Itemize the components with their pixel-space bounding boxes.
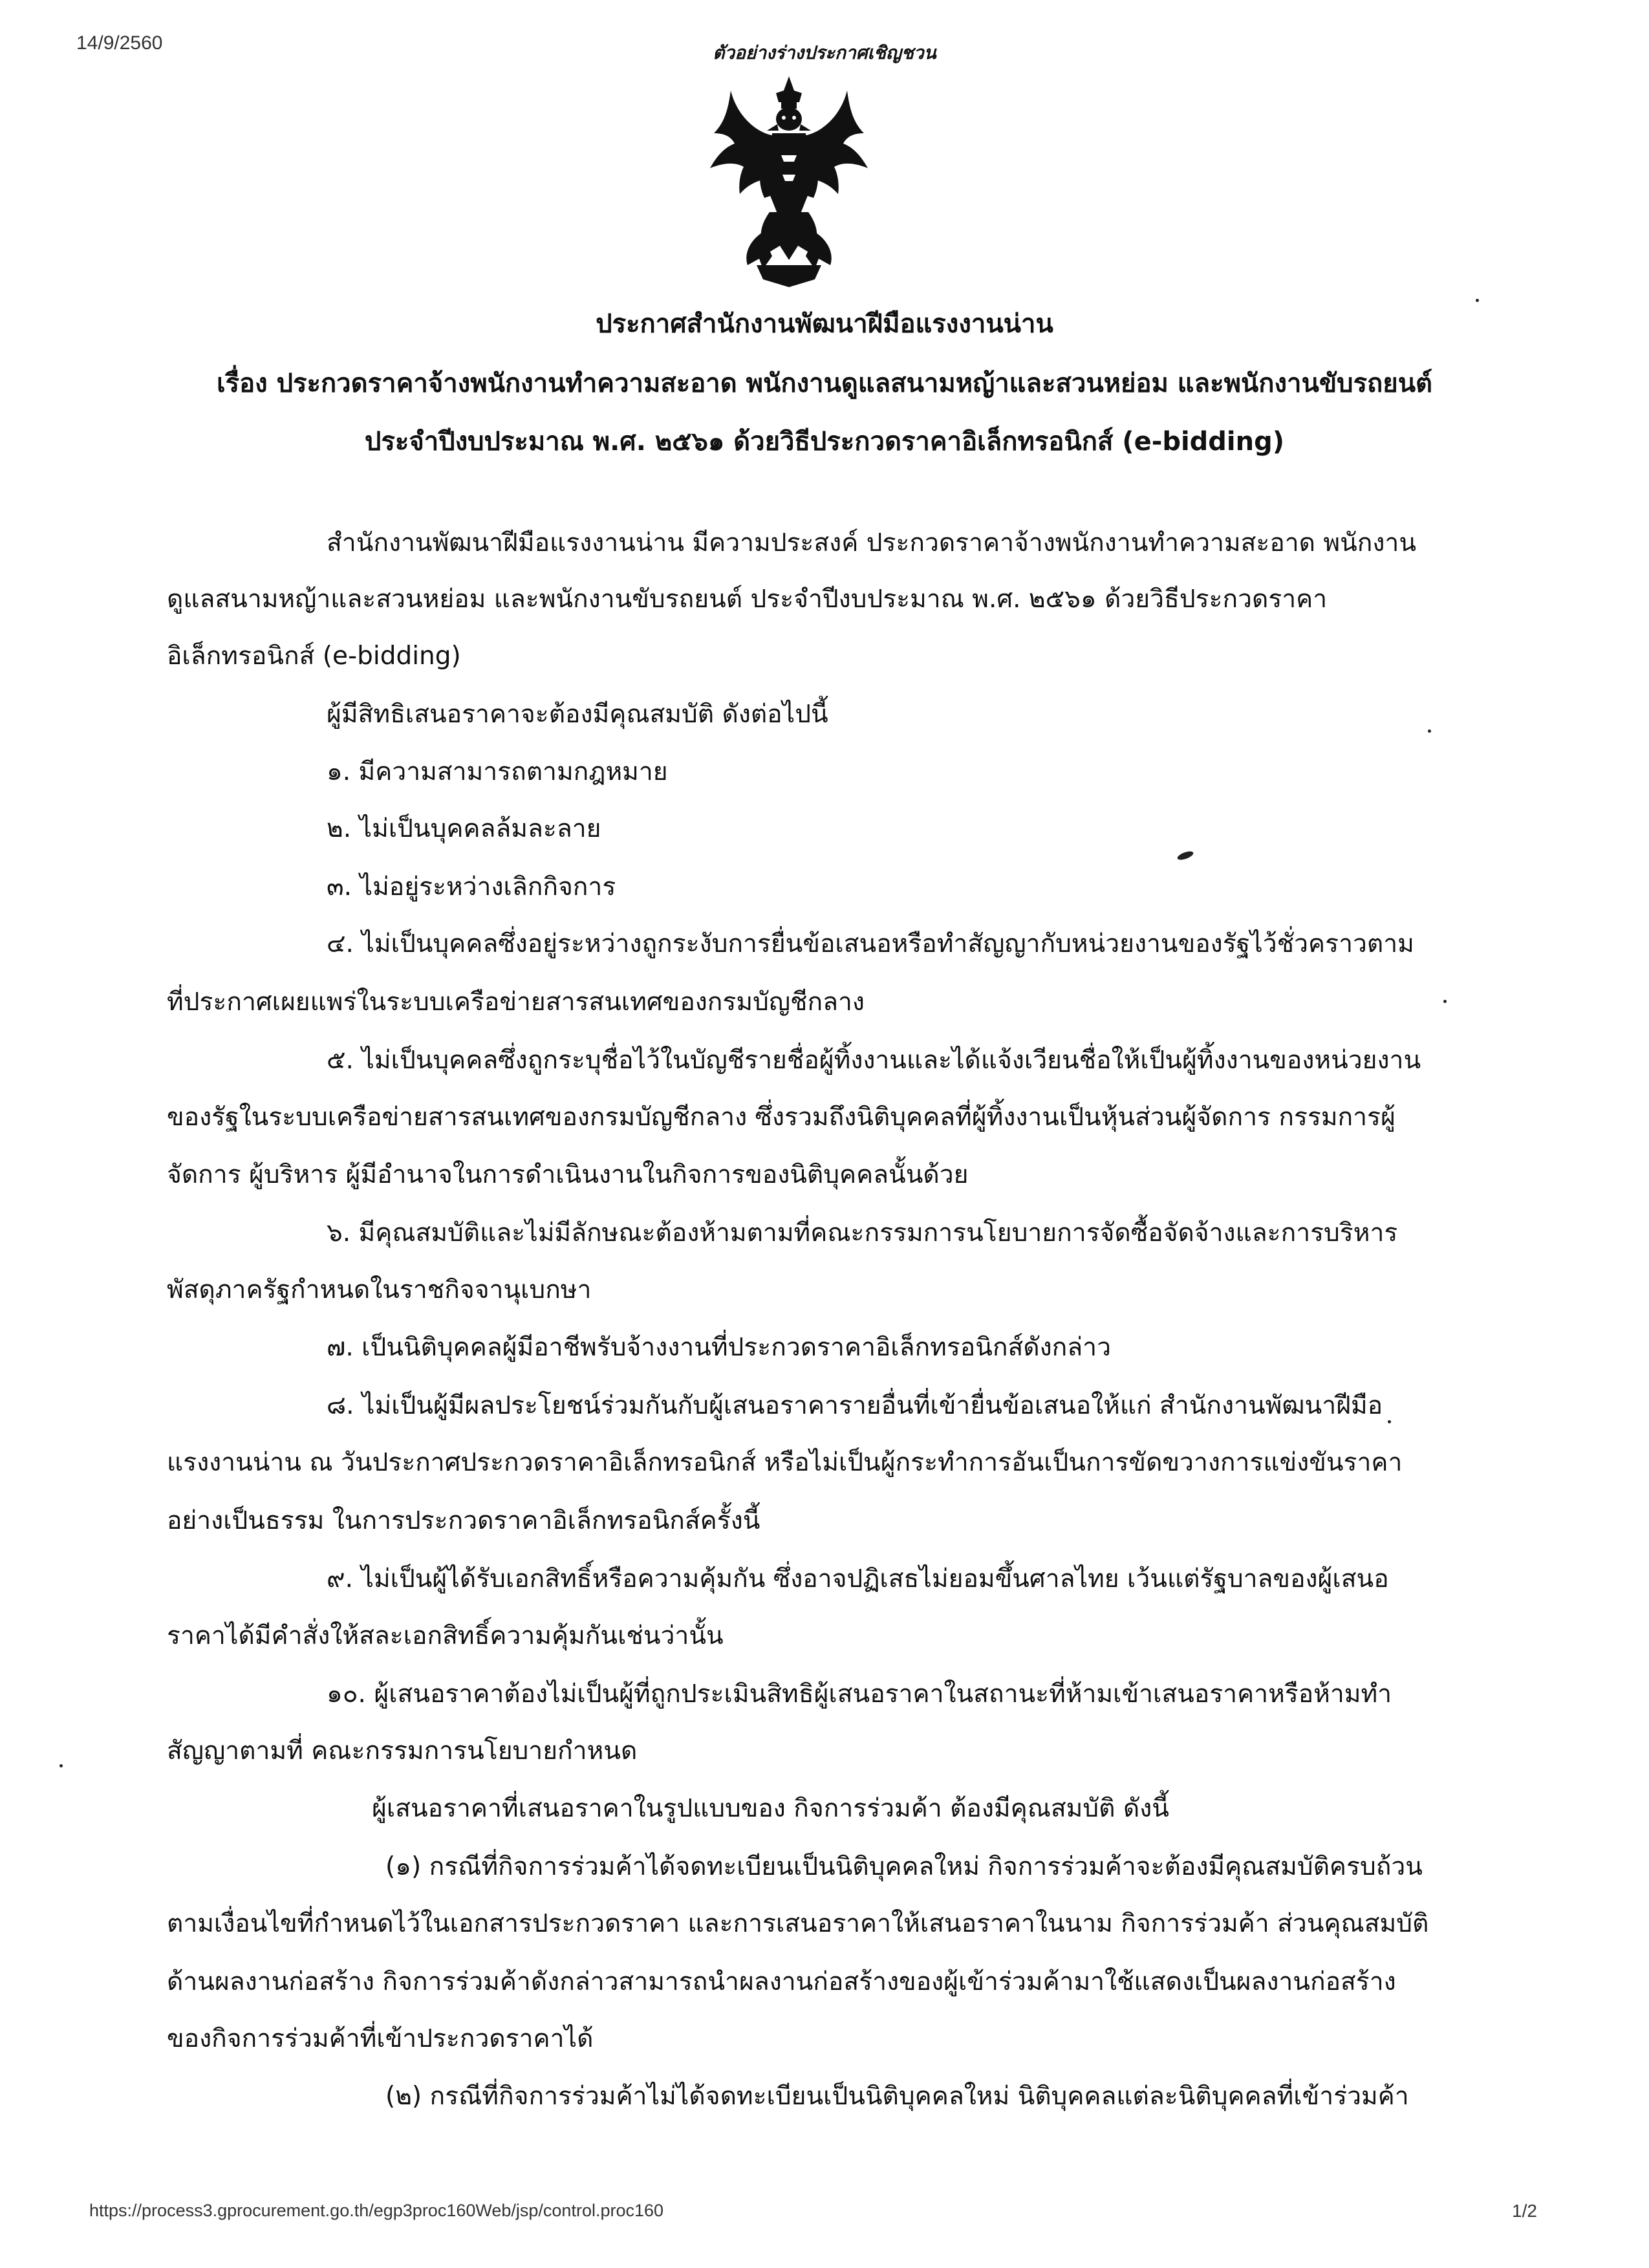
draft-label: ตัวอย่างร่างประกาศเชิญชวน [713, 42, 936, 63]
list-item: ๕. ไม่เป็นบุคคลซึ่งถูกระบุชื่อไว้ในบัญชีรายชื่อผู้ทิ้งงานและได้แจ้งเวียนชื่อให้เป็นผู้ทิ้งงานของหน่วยงาน [327, 1046, 1421, 1075]
body-line: ราคาได้มีคำสั่งให้สละเอกสิทธิ์ความคุ้มกันเช่นว่านั้น [167, 1621, 724, 1650]
list-item: ๑๐. ผู้เสนอราคาต้องไม่เป็นผู้ที่ถูกประเมินสิทธิผู้เสนอราคาในสถานะที่ห้ามเข้าเสนอราคาหรือห้ามทำ [327, 1679, 1392, 1709]
scan-mark [1388, 1420, 1391, 1423]
footer-url: https://process3.gprocurement.go.th/egp3proc160Web/jsp/control.proc160 [89, 2201, 664, 2220]
scan-mark [1176, 850, 1194, 861]
scan-mark [59, 1764, 63, 1767]
garuda-emblem-icon [705, 71, 873, 291]
announcement-subject: เรื่อง ประกวดราคาจ้างพนักงานทำความสะอาด พนักงานดูแลสนามหญ้าและสวนหย่อม และพนักงานขับรถยนต์ [216, 369, 1433, 398]
list-item: ๒. ไม่เป็นบุคคลล้มละลาย [327, 814, 601, 843]
body-line: จัดการ ผู้บริหาร ผู้มีอำนาจในการดำเนินงานในกิจการของนิติบุคคลนั้นด้วย [167, 1160, 969, 1189]
body-line: ตามเงื่อนไขที่กำหนดไว้ในเอกสารประกวดราคา และการเสนอราคาให้เสนอราคาในนาม กิจการร่วมค้า ส่วนคุณสมบัติ [167, 1909, 1429, 1938]
body-line: ผู้มีสิทธิเสนอราคาจะต้องมีคุณสมบัติ ดังต่อไปนี้ [327, 700, 828, 729]
list-item: ๗. เป็นนิติบุคคลผู้มีอาชีพรับจ้างงานที่ประกวดราคาอิเล็กทรอนิกส์ดังกล่าว [327, 1333, 1111, 1362]
scan-mark [1428, 729, 1431, 733]
list-item: ๖. มีคุณสมบัติและไม่มีลักษณะต้องห้ามตามที่คณะกรรมการนโยบายการจัดซื้อจัดจ้างและการบริหาร [327, 1218, 1398, 1247]
body-line: ของรัฐในระบบเครือข่ายสารสนเทศของกรมบัญชีกลาง ซึ่งรวมถึงนิติบุคคลที่ผู้ทิ้งงานเป็นหุ้นส่วนผู้จัดการ กรรมการผู้ [167, 1103, 1396, 1132]
list-item: ๔. ไม่เป็นบุคคลซึ่งอยู่ระหว่างถูกระงับการยื่นข้อเสนอหรือทำสัญญากับหน่วยงานของรัฐไว้ชั่วคราวตาม [327, 929, 1414, 958]
announcement-subject-cont: ประจำปีงบประมาณ พ.ศ. ๒๕๖๑ ด้วยวิธีประกวดราคาอิเล็กทรอนิกส์ (e-bidding) [364, 427, 1285, 457]
list-item: ๙. ไม่เป็นผู้ได้รับเอกสิทธิ์หรือความคุ้มกัน ซึ่งอาจปฏิเสธไม่ยอมขึ้นศาลไทย เว้นแต่รัฐบาลของผู้เสนอ [327, 1564, 1389, 1593]
print-date: 14/9/2560 [76, 32, 163, 54]
list-item: (๑) กรณีที่กิจการร่วมค้าได้จดทะเบียนเป็นนิติบุคคลใหม่ กิจการร่วมค้าจะต้องมีคุณสมบัติครบถ้วน [385, 1852, 1423, 1881]
announcement-title: ประกาศสำนักงานพัฒนาฝีมือแรงงานน่าน [596, 309, 1053, 339]
scan-mark [1443, 1000, 1447, 1003]
body-line: แรงงานน่าน ณ วันประกาศประกวดราคาอิเล็กทรอนิกส์ หรือไม่เป็นผู้กระทำการอันเป็นการขัดขวางการแข่งขันราคา [167, 1448, 1403, 1477]
list-item: (๒) กรณีที่กิจการร่วมค้าไม่ได้จดทะเบียนเป็นนิติบุคคลใหม่ นิติบุคคลแต่ละนิติบุคคลที่เข้าร่วมค้า [385, 2082, 1409, 2111]
scan-mark [1476, 299, 1479, 302]
body-line: สัญญาตามที่ คณะกรรมการนโยบายกำหนด [167, 1736, 638, 1766]
body-line: ดูแลสนามหญ้าและสวนหย่อม และพนักงานขับรถยนต์ ประจำปีงบประมาณ พ.ศ. ๒๕๖๑ ด้วยวิธีประกวดราคา [167, 585, 1328, 614]
body-line: อย่างเป็นธรรม ในการประกวดราคาอิเล็กทรอนิกส์ครั้งนี้ [167, 1506, 760, 1535]
body-line: อิเล็กทรอนิกส์ (e-bidding) [167, 642, 461, 671]
body-line: ด้านผลงานก่อสร้าง กิจการร่วมค้าดังกล่าวสามารถนำผลงานก่อสร้างของผู้เข้าร่วมค้ามาใช้แสดงเป็นผลงานก่อสร้าง [167, 1967, 1396, 1996]
body-line: ที่ประกาศเผยแพร่ในระบบเครือข่ายสารสนเทศของกรมบัญชีกลาง [167, 988, 865, 1017]
body-line: สำนักงานพัฒนาฝีมือแรงงานน่าน มีความประสงค์ ประกวดราคาจ้างพนักงานทำความสะอาด พนักงาน [327, 528, 1416, 557]
list-item: ๘. ไม่เป็นผู้มีผลประโยชน์ร่วมกันกับผู้เสนอราคารายอื่นที่เข้ายื่นข้อเสนอให้แก่ สำนักงานพัฒนาฝีมือ [327, 1391, 1383, 1420]
body-line: ผู้เสนอราคาที่เสนอราคาในรูปแบบของ กิจการร่วมค้า ต้องมีคุณสมบัติ ดังนี้ [372, 1794, 1169, 1823]
body-line: ของกิจการร่วมค้าที่เข้าประกวดราคาได้ [167, 2024, 594, 2053]
page-number: 1/2 [1512, 2201, 1537, 2221]
body-line: พัสดุภาครัฐกำหนดในราชกิจจานุเบกษา [167, 1275, 592, 1304]
list-item: ๑. มีความสามารถตามกฎหมาย [327, 757, 668, 786]
list-item: ๓. ไม่อยู่ระหว่างเลิกกิจการ [327, 872, 616, 902]
